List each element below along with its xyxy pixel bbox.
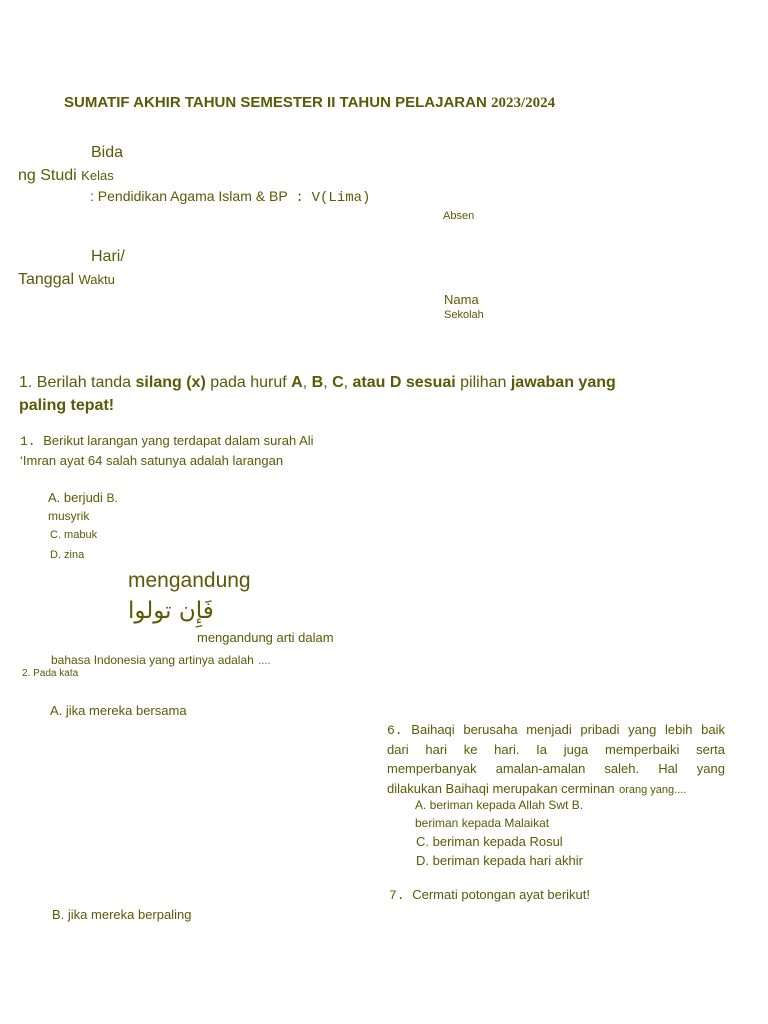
q2-arabic-text: فَإِن تولوا: [128, 598, 214, 624]
instruction-text: ,: [323, 374, 333, 391]
page-title: [64, 94, 555, 112]
label-waktu: Waktu: [78, 272, 115, 287]
label-kelas: Kelas: [81, 168, 114, 183]
label-nama: Nama: [444, 292, 479, 307]
q2-mengandung-large: mengandung: [128, 569, 251, 592]
label-sekolah: Sekolah: [444, 309, 484, 321]
q6-line-3: memperbanyak amalan-amalan saleh. Hal yang: [387, 761, 725, 776]
label-absen: Absen: [443, 210, 475, 222]
title-year: 2023/2024: [490, 95, 556, 111]
q2-line-2-text: bahasa Indonesia yang artinya adalah: [51, 653, 254, 667]
q2-option-a[interactable]: A. jika mereka bersama: [50, 703, 187, 718]
q1-option-d[interactable]: D. zina: [50, 549, 85, 561]
q2-dots: ....: [258, 655, 271, 667]
q6-option-a[interactable]: A. beriman kepada Allah Swt B.: [415, 798, 584, 812]
class-value: V(Lima): [311, 190, 371, 206]
q1-option-c[interactable]: C. mabuk: [50, 529, 98, 541]
q7-line: [389, 887, 590, 903]
q1-option-a-text: A. berjudi: [48, 490, 103, 505]
q1-option-b-letter: B.: [106, 491, 118, 505]
q1-option-b[interactable]: musyrik: [48, 509, 90, 523]
q6-text-1: Baihaqi berusaha menjadi pribadi yang lebih baik: [411, 722, 725, 737]
instruction-line-1: [19, 374, 616, 392]
label-tanggal-waktu: [18, 271, 115, 289]
instruction-text: ,: [343, 374, 353, 391]
instruction-text: pada huruf: [205, 374, 292, 391]
instruction-bold: C: [332, 374, 344, 391]
q7-number: 7.: [389, 888, 405, 903]
q6-text-4: dilakukan Baihaqi merupakan cerminan: [387, 781, 615, 796]
q6-number: 6.: [387, 723, 403, 738]
q1-line-1: [20, 433, 314, 449]
q2-option-b[interactable]: B. jika mereka berpaling: [52, 907, 192, 922]
q6-text-4-small: orang yang....: [619, 784, 687, 796]
title-main: SUMATIF AKHIR TAHUN SEMESTER II TAHUN PELAJARAN: [64, 94, 487, 111]
label-bidang-studi-kelas: [18, 167, 114, 185]
q1-text-1: Berikut larangan yang terdapat dalam surah Ali: [43, 433, 314, 448]
q1-option-a[interactable]: [48, 490, 118, 505]
instruction-line-2: paling tepat!: [19, 397, 115, 414]
q6-option-c[interactable]: C. beriman kepada Rosul: [416, 834, 563, 849]
class-colon: :: [295, 190, 304, 206]
instruction-text: 1. Berilah tanda: [19, 374, 136, 391]
q6-option-d[interactable]: D. beriman kepada hari akhir: [416, 853, 583, 868]
instruction-text: ,: [302, 374, 312, 391]
q6-line-1: [387, 722, 725, 738]
instruction-bold: atau D sesuai: [352, 374, 456, 391]
q6-option-b[interactable]: beriman kepada Malaikat: [415, 816, 550, 830]
q6-line-2: dari hari ke hari. Ia juga memperbaiki serta: [387, 742, 725, 757]
instruction-bold: silang (x): [135, 374, 206, 391]
label-tanggal: Tanggal: [18, 271, 75, 288]
label-bida: Bida: [91, 144, 124, 161]
instruction-text: pilihan: [455, 374, 511, 391]
instruction-bold: jawaban yang: [510, 374, 616, 391]
label-ng-studi: ng Studi: [18, 167, 77, 184]
instruction-bold: B: [311, 374, 324, 391]
subject-class-line: [90, 188, 370, 206]
q1-number: 1.: [20, 434, 36, 449]
q7-text: Cermati potongan ayat berikut!: [412, 887, 591, 902]
subject-value: : Pendidikan Agama Islam & BP: [90, 188, 288, 204]
q2-line-1: mengandung arti dalam: [197, 630, 334, 645]
q2-number-label: 2. Pada kata: [22, 668, 79, 679]
q2-line-2: [51, 651, 271, 669]
instruction-bold: A: [291, 374, 303, 391]
q6-line-4: [387, 780, 686, 798]
q1-line-2: ‘Imran ayat 64 salah satunya adalah larangan: [20, 453, 284, 468]
label-hari: Hari/: [91, 248, 125, 265]
